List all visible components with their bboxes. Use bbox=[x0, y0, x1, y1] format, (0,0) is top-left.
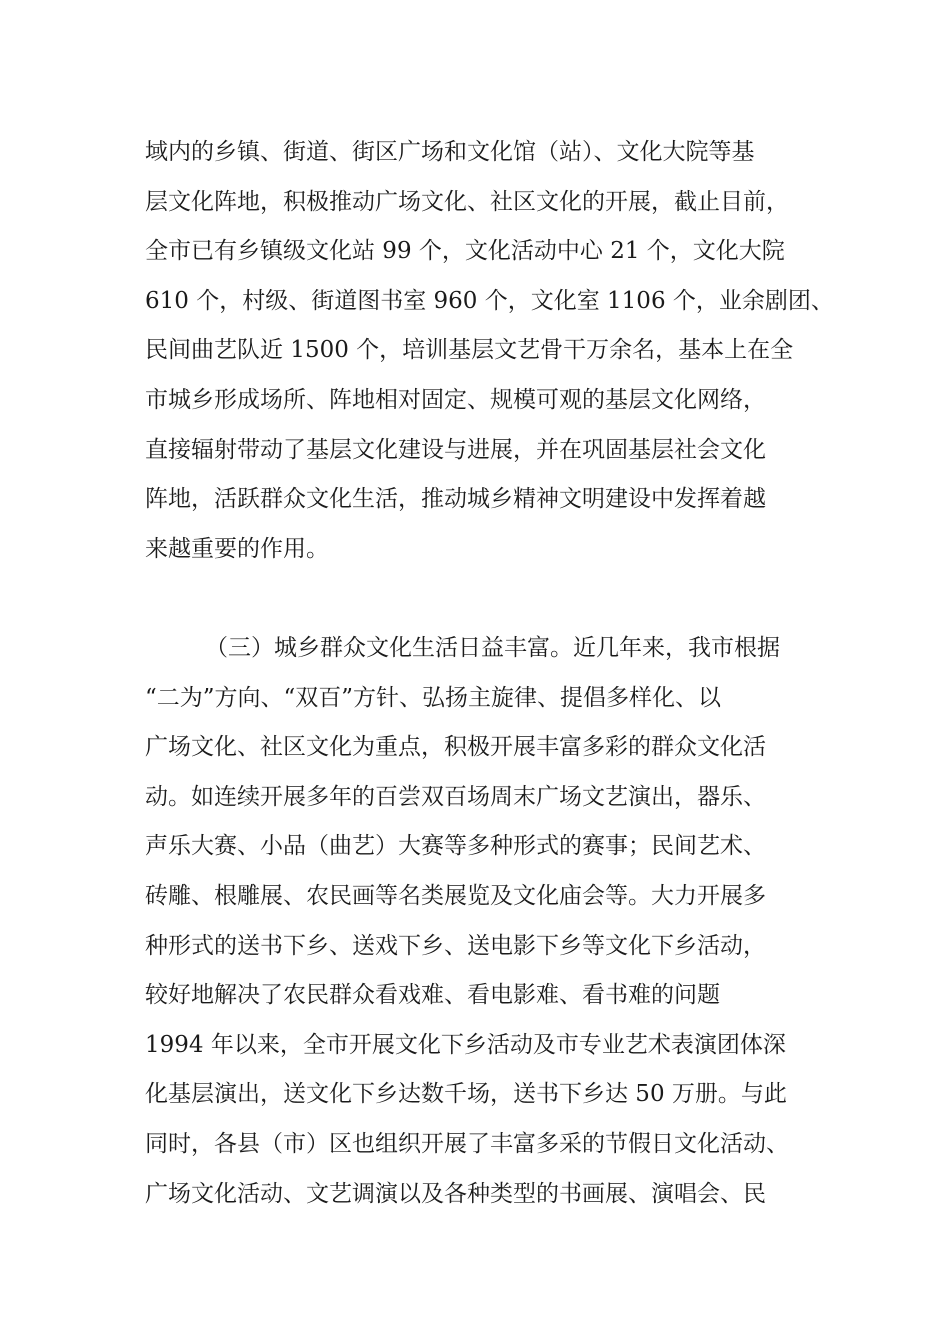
text-line: 直接辐射带动了基层文化建设与进展，并在巩固基层社会文化 bbox=[145, 436, 766, 463]
text-line: 1994 年以来，全市开展文化下乡活动及市专业艺术表演团体深 bbox=[145, 1031, 786, 1058]
text-line: 声乐大赛、小品（曲艺）大赛等多种形式的赛事；民间艺术、 bbox=[145, 833, 766, 860]
text-line: 全市已有乡镇级文化站 99 个，文化活动中心 21 个，文化大院 bbox=[145, 238, 785, 265]
text-line: 市城乡形成场所、阵地相对固定、规模可观的基层文化网络， bbox=[145, 387, 766, 413]
text-line: 动。如连续开展多年的百尝双百场周末广场文艺演出，器乐、 bbox=[145, 783, 766, 810]
text-line: 层文化阵地，积极推动广场文化、社区文化的开展，截止目前， bbox=[145, 188, 789, 215]
text-line: 来越重要的作用。 bbox=[145, 535, 329, 562]
text-line: 广场文化、社区文化为重点，积极开展丰富多彩的群众文化活 bbox=[145, 734, 766, 761]
text-line: 610 个，村级、街道图书室 960 个，文化室 1106 个，业余剧团、 bbox=[145, 287, 834, 314]
text-line: 种形式的送书下乡、送戏下乡、送电影下乡等文化下乡活动， bbox=[145, 932, 766, 959]
text-line: 化基层演出，送文化下乡达数千场，送书下乡达 50 万册。与此 bbox=[145, 1081, 787, 1108]
text-line: 广场文化活动、文艺调演以及各种类型的书画展、演唱会、民 bbox=[145, 1180, 766, 1207]
text-line: 同时，各县（市）区也组织开展了丰富多采的节假日文化活动、 bbox=[145, 1131, 789, 1157]
text-line: “二为”方向、“双百”方针、弘扬主旋律、提倡多样化、以 bbox=[145, 684, 722, 711]
text-line-heading: （三）城乡群众文化生活日益丰富。近几年来，我市根据 bbox=[205, 635, 780, 661]
text-line: 阵地，活跃群众文化生活，推动城乡精神文明建设中发挥着越 bbox=[145, 486, 766, 513]
text-line: 域内的乡镇、街道、街区广场和文化馆（站）、文化大院等基 bbox=[145, 139, 755, 165]
text-line: 较好地解决了农民群众看戏难、看电影难、看书难的问题 bbox=[145, 982, 720, 1009]
text-line: 民间曲艺队近 1500 个，培训基层文艺骨干万余名，基本上在全 bbox=[145, 337, 794, 364]
text-line: 砖雕、根雕展、农民画等名类展览及文化庙会等。大力开展多 bbox=[145, 883, 766, 909]
